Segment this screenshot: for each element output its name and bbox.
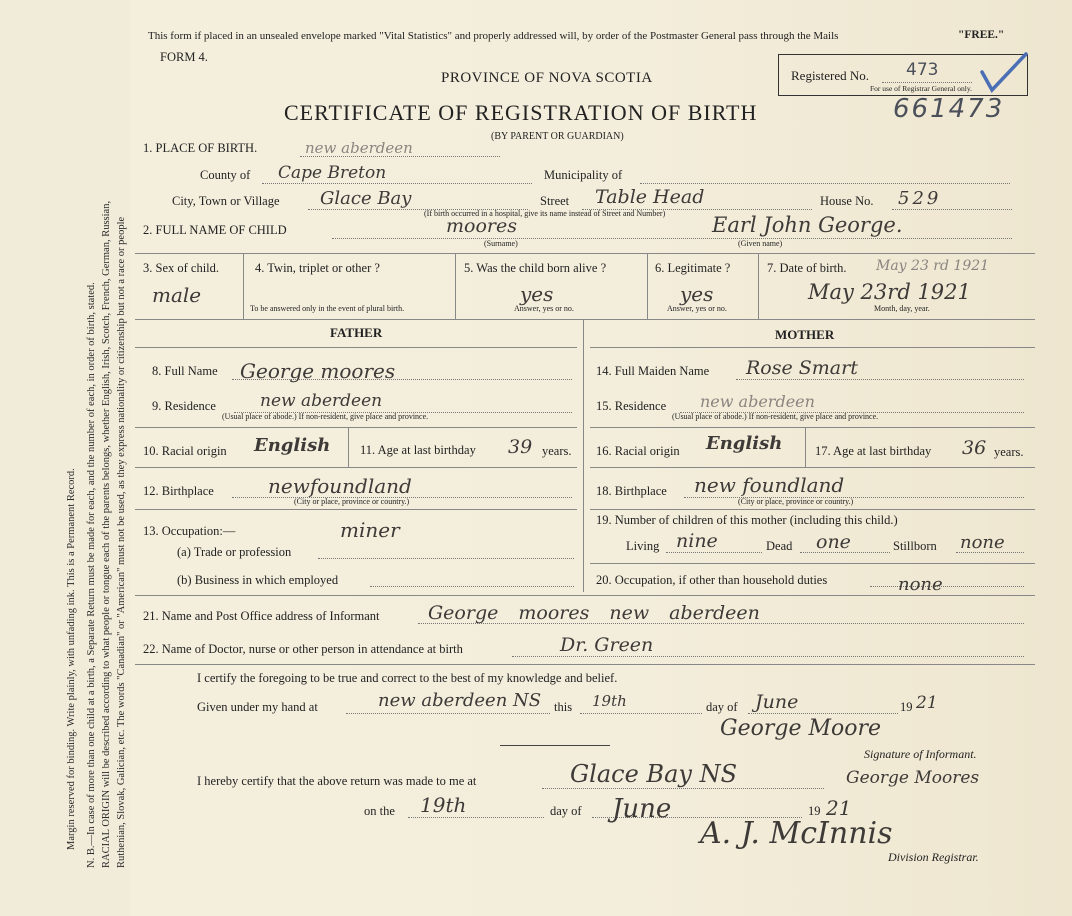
- sex-value: male: [152, 283, 202, 307]
- city-label: City, Town or Village: [172, 194, 280, 208]
- date-note: Month, day, year.: [874, 304, 930, 313]
- mother-name-label: 14. Full Maiden Name: [596, 364, 710, 378]
- legitimate-note: Answer, yes or no.: [667, 304, 727, 313]
- mother-residence-note: (Usual place of abode.) If non-resident, give place and province.: [672, 412, 879, 421]
- dead-label: Dead: [766, 539, 793, 553]
- given-place: new aberdeen NS: [378, 690, 542, 711]
- street-value: Table Head: [595, 186, 705, 208]
- checkmark-icon: [978, 50, 1030, 94]
- sex-label: 3. Sex of child.: [143, 261, 220, 275]
- mother-residence-label: 15. Residence: [596, 399, 667, 413]
- mother-age-value: 36: [962, 437, 987, 459]
- registered-label: Registered No.: [791, 68, 869, 83]
- business-label: (b) Business in which employed: [177, 573, 339, 587]
- father-birthplace-note: (City or place, province or country.): [294, 497, 410, 506]
- informant-signature: George Moore: [720, 716, 882, 741]
- child-name-label: 2. FULL NAME OF CHILD: [143, 223, 287, 237]
- margin-text-2: N. B.—In case of more than one child at a birth, a Separate Return must be made for each, and the number of each, in order of birth, stated.: [86, 282, 97, 868]
- dead-value: one: [816, 531, 851, 553]
- mother-occupation-value: none: [898, 574, 943, 595]
- alive-value: yes: [520, 282, 554, 306]
- municipality-label: Municipality of: [544, 168, 623, 182]
- registered-number: 473: [906, 60, 939, 80]
- legitimate-label: 6. Legitimate ?: [655, 261, 731, 275]
- doctor-value: Dr. Green: [560, 634, 654, 656]
- mother-birthplace-label: 18. Birthplace: [596, 484, 667, 498]
- year-value: 21: [916, 693, 938, 713]
- postal-notice: This form if placed in an unsealed envelope marked "Vital Statistics" and properly addressed will, by order of the Postmaster General pass through the Mails: [148, 30, 839, 42]
- registrar-caption: Division Registrar.: [888, 850, 979, 864]
- father-residence-value: new aberdeen: [260, 391, 383, 411]
- father-occupation-label: 13. Occupation:—: [143, 524, 236, 538]
- date-faint-note: May 23 rd 1921: [876, 258, 990, 274]
- house-value: 529: [898, 188, 942, 209]
- year2-prefix: 19: [808, 804, 821, 818]
- mother-years: years.: [994, 445, 1024, 459]
- mother-occupation-label: 20. Occupation, if other than household duties: [596, 573, 828, 587]
- surname-caption: (Surname): [484, 239, 518, 248]
- father-racial-value: English: [254, 435, 331, 456]
- doctor-label: 22. Name of Doctor, nurse or other person in attendance at birth: [143, 642, 463, 656]
- living-value: nine: [676, 530, 718, 552]
- postal-free: "FREE.": [958, 29, 1005, 41]
- father-age-value: 39: [508, 436, 533, 458]
- informant-label: 21. Name and Post Office address of Informant: [143, 609, 380, 623]
- month-value: June: [755, 691, 799, 713]
- father-racial-label: 10. Racial origin: [143, 444, 227, 458]
- year-prefix: 19: [900, 700, 913, 714]
- mother-racial-value: English: [706, 433, 783, 454]
- informant-value: George moores new aberdeen: [428, 602, 760, 624]
- father-name-value: George moores: [240, 359, 396, 383]
- certificate-title: CERTIFICATE OF REGISTRATION OF BIRTH: [284, 100, 758, 125]
- informant-signature-caption: Signature of Informant.: [864, 747, 977, 761]
- registrar-informant-name: George Moores: [846, 768, 980, 788]
- alive-note: Answer, yes or no.: [514, 304, 574, 313]
- this-label: this: [554, 700, 573, 714]
- child-surname: moores: [446, 215, 517, 237]
- certify-statement: I certify the foregoing to be true and correct to the best of my knowledge and belief.: [197, 671, 618, 685]
- on-the-value: 19th: [420, 793, 467, 817]
- father-years: years.: [542, 444, 572, 458]
- province-heading: PROVINCE OF NOVA SCOTIA: [441, 70, 653, 86]
- on-the-label: on the: [364, 804, 395, 818]
- alive-label: 5. Was the child born alive ?: [464, 261, 607, 275]
- certificate-subtitle: (BY PARENT OR GUARDIAN): [491, 131, 624, 142]
- county-value: Cape Breton: [278, 163, 387, 183]
- registrar-signature: A. J. McInnis: [700, 816, 893, 851]
- legitimate-value: yes: [680, 282, 714, 306]
- day-of-label: day of: [706, 700, 738, 714]
- stillborn-value: none: [960, 532, 1005, 553]
- father-name-label: 8. Full Name: [152, 364, 218, 378]
- father-residence-label: 9. Residence: [152, 399, 216, 413]
- margin-text-1: Margin reserved for binding. Write plainly, with unfading ink. This is a Permanent Record.: [66, 468, 77, 850]
- street-label: Street: [540, 194, 570, 208]
- mother-name-value: Rose Smart: [746, 357, 858, 379]
- this-value: 19th: [592, 692, 627, 710]
- living-label: Living: [626, 539, 660, 553]
- mother-residence-value: new aberdeen: [700, 392, 815, 411]
- father-residence-note: (Usual place of abode.) If non-resident, give place and province.: [222, 412, 429, 421]
- mother-birthplace-value: new foundland: [694, 473, 845, 497]
- mother-heading: MOTHER: [775, 327, 835, 342]
- twin-label: 4. Twin, triplet or other ?: [255, 261, 380, 275]
- mother-birthplace-note: (City or place, province or country.): [738, 497, 854, 506]
- twin-note: To be answered only in the event of plural birth.: [250, 304, 405, 313]
- father-heading: FATHER: [330, 325, 383, 340]
- registrar-place: Glace Bay NS: [570, 760, 738, 788]
- father-birthplace-label: 12. Birthplace: [143, 484, 214, 498]
- father-age-label: 11. Age at last birthday: [360, 443, 476, 457]
- form-number: FORM 4.: [160, 50, 208, 64]
- county-label: County of: [200, 168, 251, 182]
- margin-text-4: Ruthenian, Slovak, Galician, etc. The words "Canadian" or "American" must not be used, as they express nationality or citizenship but not a race or people: [116, 216, 127, 868]
- date-value: May 23rd 1921: [808, 280, 971, 304]
- month2-value: June: [612, 794, 672, 824]
- margin-text-3: RACIAL ORIGIN will be described according to what people or tongue each of the parents belongs, whether English, Irish, Scotch, French, German, Russian,: [101, 200, 112, 868]
- mother-racial-label: 16. Racial origin: [596, 444, 680, 458]
- trade-label: (a) Trade or profession: [177, 545, 292, 559]
- children-count-label: 19. Number of children of this mother (including this child.): [596, 513, 898, 527]
- stillborn-label: Stillborn: [893, 539, 937, 553]
- mother-age-label: 17. Age at last birthday: [815, 444, 932, 458]
- registrar-statement: I hereby certify that the above return was made to me at: [197, 774, 477, 788]
- registered-note: For use of Registrar General only.: [870, 84, 972, 93]
- given-caption: (Given name): [738, 239, 783, 248]
- place-value: new aberdeen: [305, 139, 413, 157]
- given-label: Given under my hand at: [197, 700, 318, 714]
- child-given-name: Earl John George.: [712, 213, 903, 237]
- date-label: 7. Date of birth.: [767, 261, 847, 275]
- place-label: 1. PLACE OF BIRTH.: [143, 141, 258, 155]
- hospital-note: (If birth occurred in a hospital, give its name instead of Street and Number): [424, 209, 666, 218]
- father-birthplace-value: newfoundland: [268, 474, 412, 498]
- father-occupation-value: miner: [340, 518, 400, 542]
- day-of2-label: day of: [550, 804, 582, 818]
- stamped-number: 661473: [893, 94, 1005, 124]
- city-value: Glace Bay: [320, 188, 412, 209]
- year2-value: 21: [826, 796, 852, 820]
- house-label: House No.: [820, 194, 874, 208]
